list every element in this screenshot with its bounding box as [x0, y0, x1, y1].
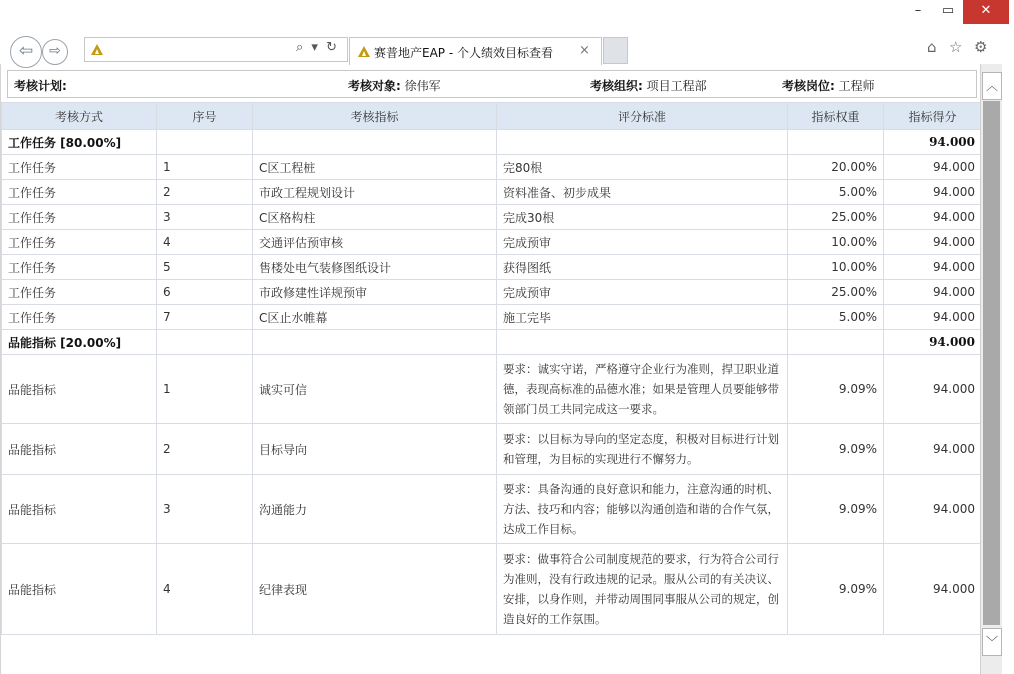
table-row[interactable] [2, 475, 981, 544]
criteria-cell: 施工完毕 [497, 305, 788, 330]
target-info [348, 77, 441, 94]
score-cell: 94.000 [884, 544, 981, 635]
empty-cell [253, 330, 497, 355]
criteria-cell: 获得图纸 [497, 255, 788, 280]
group-name: 工作任务 [80.00%] [2, 130, 157, 155]
weight-cell: 25.00% [788, 205, 884, 230]
group-score: 94.000 [884, 130, 981, 155]
indicator-cell: 市政工程规划设计 [253, 180, 497, 205]
criteria-cell: 资料准备、初步成果 [497, 180, 788, 205]
score-cell: 94.000 [884, 475, 981, 544]
table-row[interactable] [2, 424, 981, 475]
seq-cell: 6 [157, 280, 253, 305]
back-button[interactable]: ⇦ [10, 36, 42, 68]
criteria-cell: 完80根 [497, 155, 788, 180]
org-value: 项目工程部 [646, 79, 707, 93]
column-header[interactable]: 评分标准 [497, 103, 788, 130]
browser-chrome [0, 0, 1014, 64]
table-row[interactable] [2, 544, 981, 635]
forward-button[interactable]: ⇨ [42, 39, 68, 65]
weight-cell: 5.00% [788, 180, 884, 205]
method-cell: 工作任务 [2, 280, 157, 305]
score-cell: 94.000 [884, 305, 981, 330]
tab-active[interactable] [349, 37, 602, 65]
criteria-cell: 要求：诚实守诺，严格遵守企业行为准则，捍卫职业道德，表现高标准的品德水准；如果是管理人员要能够带领部门员工共同完成这一要求。 [497, 355, 788, 424]
weight-cell: 10.00% [788, 230, 884, 255]
indicator-cell: 沟通能力 [253, 475, 497, 544]
scrollbar-thumb[interactable] [983, 101, 1000, 625]
seq-cell: 2 [157, 180, 253, 205]
assessment-info-bar [7, 70, 977, 98]
table-row[interactable] [2, 255, 981, 280]
post-label: 考核岗位: [782, 79, 835, 93]
table-row[interactable] [2, 355, 981, 424]
indicator-cell: 纪律表现 [253, 544, 497, 635]
criteria-cell: 要求：做事符合公司制度规范的要求，行为符合公司行为准则，没有行政违规的记录。服从公司的有关决议、安排，以身作则，并带动周围同事服从公司的规定，创造良好的工作氛围。 [497, 544, 788, 635]
group-score: 94.000 [884, 330, 981, 355]
target-value: 徐伟军 [404, 79, 441, 93]
table-row[interactable] [2, 280, 981, 305]
method-cell: 工作任务 [2, 155, 157, 180]
indicator-cell: 交通评估预审核 [253, 230, 497, 255]
score-cell: 94.000 [884, 230, 981, 255]
tab-title: 赛普地产EAP - 个人绩效目标查看 [374, 46, 553, 60]
seq-cell: 7 [157, 305, 253, 330]
org-label: 考核组织: [590, 79, 643, 93]
weight-cell: 20.00% [788, 155, 884, 180]
close-icon[interactable]: ✕ [963, 0, 1009, 24]
table-row[interactable] [2, 305, 981, 330]
empty-cell [157, 130, 253, 155]
table-row[interactable] [2, 230, 981, 255]
maximize-icon[interactable]: ▭ [941, 3, 955, 18]
new-tab-button[interactable] [603, 37, 628, 64]
empty-cell [157, 330, 253, 355]
seq-cell: 1 [157, 155, 253, 180]
criteria-cell: 完成预审 [497, 230, 788, 255]
table-header-row [2, 103, 981, 130]
post-value: 工程师 [838, 79, 875, 93]
seq-cell: 5 [157, 255, 253, 280]
tab-logo-icon [358, 46, 370, 57]
method-cell: 工作任务 [2, 180, 157, 205]
scroll-up-icon[interactable]: ︿ [982, 72, 1002, 100]
site-logo-icon [91, 44, 103, 55]
criteria-cell: 要求：以目标为导向的坚定态度，积极对目标进行计划和管理，为目标的实现进行不懈努力。 [497, 424, 788, 475]
minimize-icon[interactable]: – [914, 3, 922, 18]
group-name: 品能指标 [20.00%] [2, 330, 157, 355]
score-cell: 94.000 [884, 205, 981, 230]
vertical-scrollbar[interactable] [980, 64, 1002, 674]
gear-icon[interactable]: ⚙ [974, 38, 988, 56]
seq-cell: 1 [157, 355, 253, 424]
indicator-cell: C区格构柱 [253, 205, 497, 230]
indicator-cell: C区工程桩 [253, 155, 497, 180]
weight-cell: 9.09% [788, 544, 884, 635]
window-edge [1002, 64, 1014, 674]
indicator-cell: 售楼处电气装修图纸设计 [253, 255, 497, 280]
score-cell: 94.000 [884, 355, 981, 424]
seq-cell: 4 [157, 230, 253, 255]
plan-label: 考核计划: [14, 79, 67, 93]
weight-cell: 25.00% [788, 280, 884, 305]
method-cell: 工作任务 [2, 305, 157, 330]
org-info [590, 77, 707, 94]
favorites-star-icon[interactable]: ☆ [949, 38, 963, 56]
plan-info [14, 77, 67, 94]
address-search-refresh-icons[interactable]: ⌕ ▾ ↻ [296, 40, 339, 55]
indicator-cell: 市政修建性详规预审 [253, 280, 497, 305]
indicator-cell: C区止水帷幕 [253, 305, 497, 330]
table-row[interactable] [2, 155, 981, 180]
method-cell: 工作任务 [2, 230, 157, 255]
performance-table [1, 102, 980, 635]
table-row[interactable] [2, 180, 981, 205]
method-cell: 品能指标 [2, 475, 157, 544]
weight-cell: 5.00% [788, 305, 884, 330]
column-header[interactable]: 考核指标 [253, 103, 497, 130]
weight-cell: 9.09% [788, 424, 884, 475]
weight-cell: 9.09% [788, 475, 884, 544]
method-cell: 工作任务 [2, 205, 157, 230]
column-header[interactable]: 考核方式 [2, 103, 157, 130]
empty-cell [497, 130, 788, 155]
seq-cell: 2 [157, 424, 253, 475]
table-row[interactable] [2, 205, 981, 230]
weight-cell: 9.09% [788, 355, 884, 424]
scroll-down-icon[interactable]: ﹀ [982, 628, 1002, 656]
post-info [782, 77, 875, 94]
empty-cell [788, 130, 884, 155]
criteria-cell: 完成30根 [497, 205, 788, 230]
group-row[interactable] [2, 130, 981, 155]
seq-cell: 3 [157, 475, 253, 544]
tab-close-icon[interactable]: × [579, 43, 590, 58]
column-header[interactable]: 指标权重 [788, 103, 884, 130]
target-label: 考核对象: [348, 79, 401, 93]
address-bar[interactable] [84, 37, 348, 62]
column-header[interactable]: 指标得分 [884, 103, 981, 130]
page-content [0, 64, 980, 674]
home-icon[interactable]: ⌂ [927, 38, 937, 56]
score-cell: 94.000 [884, 424, 981, 475]
score-cell: 94.000 [884, 180, 981, 205]
column-header[interactable]: 序号 [157, 103, 253, 130]
empty-cell [253, 130, 497, 155]
method-cell: 品能指标 [2, 355, 157, 424]
seq-cell: 4 [157, 544, 253, 635]
score-cell: 94.000 [884, 255, 981, 280]
score-cell: 94.000 [884, 155, 981, 180]
seq-cell: 3 [157, 205, 253, 230]
criteria-cell: 要求：具备沟通的良好意识和能力，注意沟通的时机、方法、技巧和内容；能够以沟通创造和谐的合作气氛，达成工作目标。 [497, 475, 788, 544]
method-cell: 品能指标 [2, 544, 157, 635]
method-cell: 品能指标 [2, 424, 157, 475]
indicator-cell: 诚实可信 [253, 355, 497, 424]
criteria-cell: 完成预审 [497, 280, 788, 305]
weight-cell: 10.00% [788, 255, 884, 280]
indicator-cell: 目标导向 [253, 424, 497, 475]
group-row[interactable] [2, 330, 981, 355]
score-cell: 94.000 [884, 280, 981, 305]
method-cell: 工作任务 [2, 255, 157, 280]
empty-cell [788, 330, 884, 355]
empty-cell [497, 330, 788, 355]
